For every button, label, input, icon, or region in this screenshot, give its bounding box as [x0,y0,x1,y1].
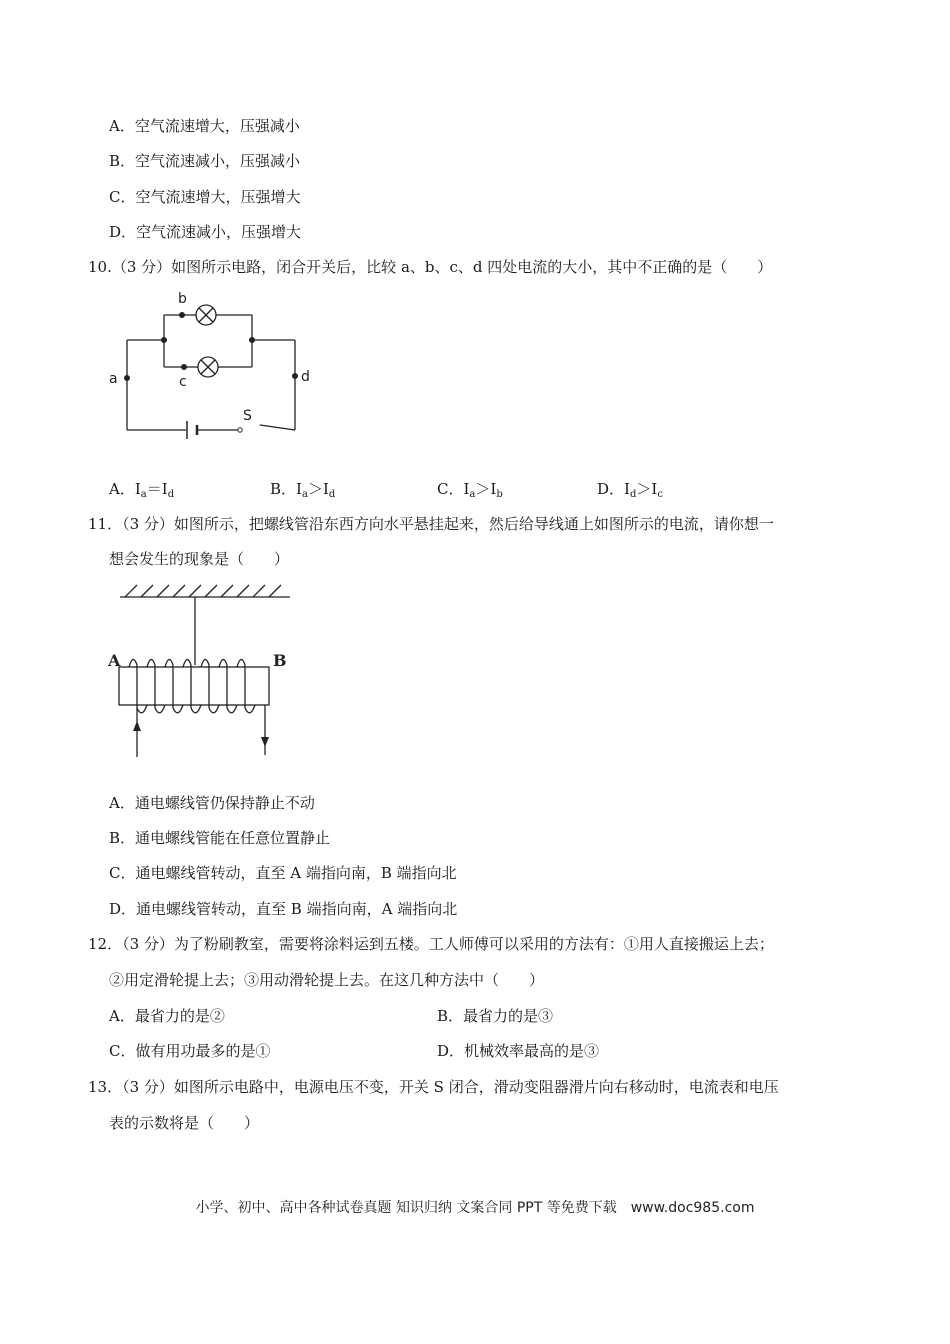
q11-option-d: D．通电螺线管转动，直至 B 端指向南，A 端指向北 [109,900,458,918]
q13-stem-line1: 13．（3 分）如图所示电路中，电源电压不变，开关 S 闭合，滑动变阻器滑片向右移动时，电流表和电压 [88,1078,779,1096]
lamp-c-icon [198,357,218,377]
label-s: S [243,408,252,424]
label-d: d [301,369,310,385]
q12-option-c: C．做有用功最多的是① [109,1042,271,1060]
q10-stem-text: （3 分）如图所示电路，闭合开关后，比较 a、b、c、d 四处电流的大小，其中不正确的是（ ） [111,258,773,276]
label-A: A [108,651,121,670]
label-B: B [273,651,287,670]
q9-option-b: B．空气流速减小，压强减小 [109,152,301,170]
q10-stem [88,257,772,277]
q9-option-c: C．空气流速增大，压强增大 [109,188,301,206]
q12-stem-line2: ②用定滑轮提上去；③用动滑轮提上去。在这几种方法中（ ） [109,971,545,989]
battery-icon [187,421,197,439]
q11-stem-line2: 想会发生的现象是（ ） [109,550,290,568]
label-c: c [179,374,187,390]
q11-solenoid-figure [105,585,305,765]
q9-option-d: D．空气流速减小，压强增大 [109,223,302,241]
q12-stem-line1: 12．（3 分）为了粉刷教室，需要将涂料运到五楼。工人师傅可以采用的方法有：①用人直接搬运上去； [88,935,774,953]
q10-option-d: D．$I_d>I_c$ [597,480,663,500]
q13-number: 13． [88,1078,123,1096]
q12-option-d: D．机械效率最高的是③ [437,1042,600,1060]
lamp-b-icon [196,305,216,325]
q12-option-a: A．最省力的是② [109,1007,225,1025]
q11-option-a: A．通电螺线管仍保持静止不动 [109,794,315,812]
q10-number: 10. [88,258,112,276]
q10-circuit-figure [100,285,330,445]
current-out-arrow-icon [261,737,269,747]
q11-number: 11． [88,515,123,533]
label-b: b [178,291,187,307]
q12-option-b: B．最省力的是③ [437,1007,554,1025]
q10-option-b: B．$I_a>I_d$ [270,480,336,500]
q11-option-b: B．通电螺线管能在任意位置静止 [109,829,331,847]
q9-option-a: A．空气流速增大，压强减小 [109,117,300,135]
current-in-arrow-icon [133,721,141,731]
q10-option-c: C．$I_a>I_b$ [437,480,503,500]
q10-option-a: A．$I_a=I_d$ [109,480,175,500]
q12-number: 12． [88,935,123,953]
switch-icon [238,425,260,432]
page-footer: 小学、初中、高中各种试卷真题 知识归纳 文案合同 PPT 等免费下载 www.doc985.com [195,1200,755,1216]
q13-stem-line2: 表的示数将是（ ） [109,1114,260,1132]
q11-stem-line1: 11．（3 分）如图所示，把螺线管沿东西方向水平悬挂起来，然后给导线通上如图所示的电流，请你想一 [88,515,774,533]
label-a: a [109,371,118,387]
q11-option-c: C．通电螺线管转动，直至 A 端指向南，B 端指向北 [109,864,457,882]
